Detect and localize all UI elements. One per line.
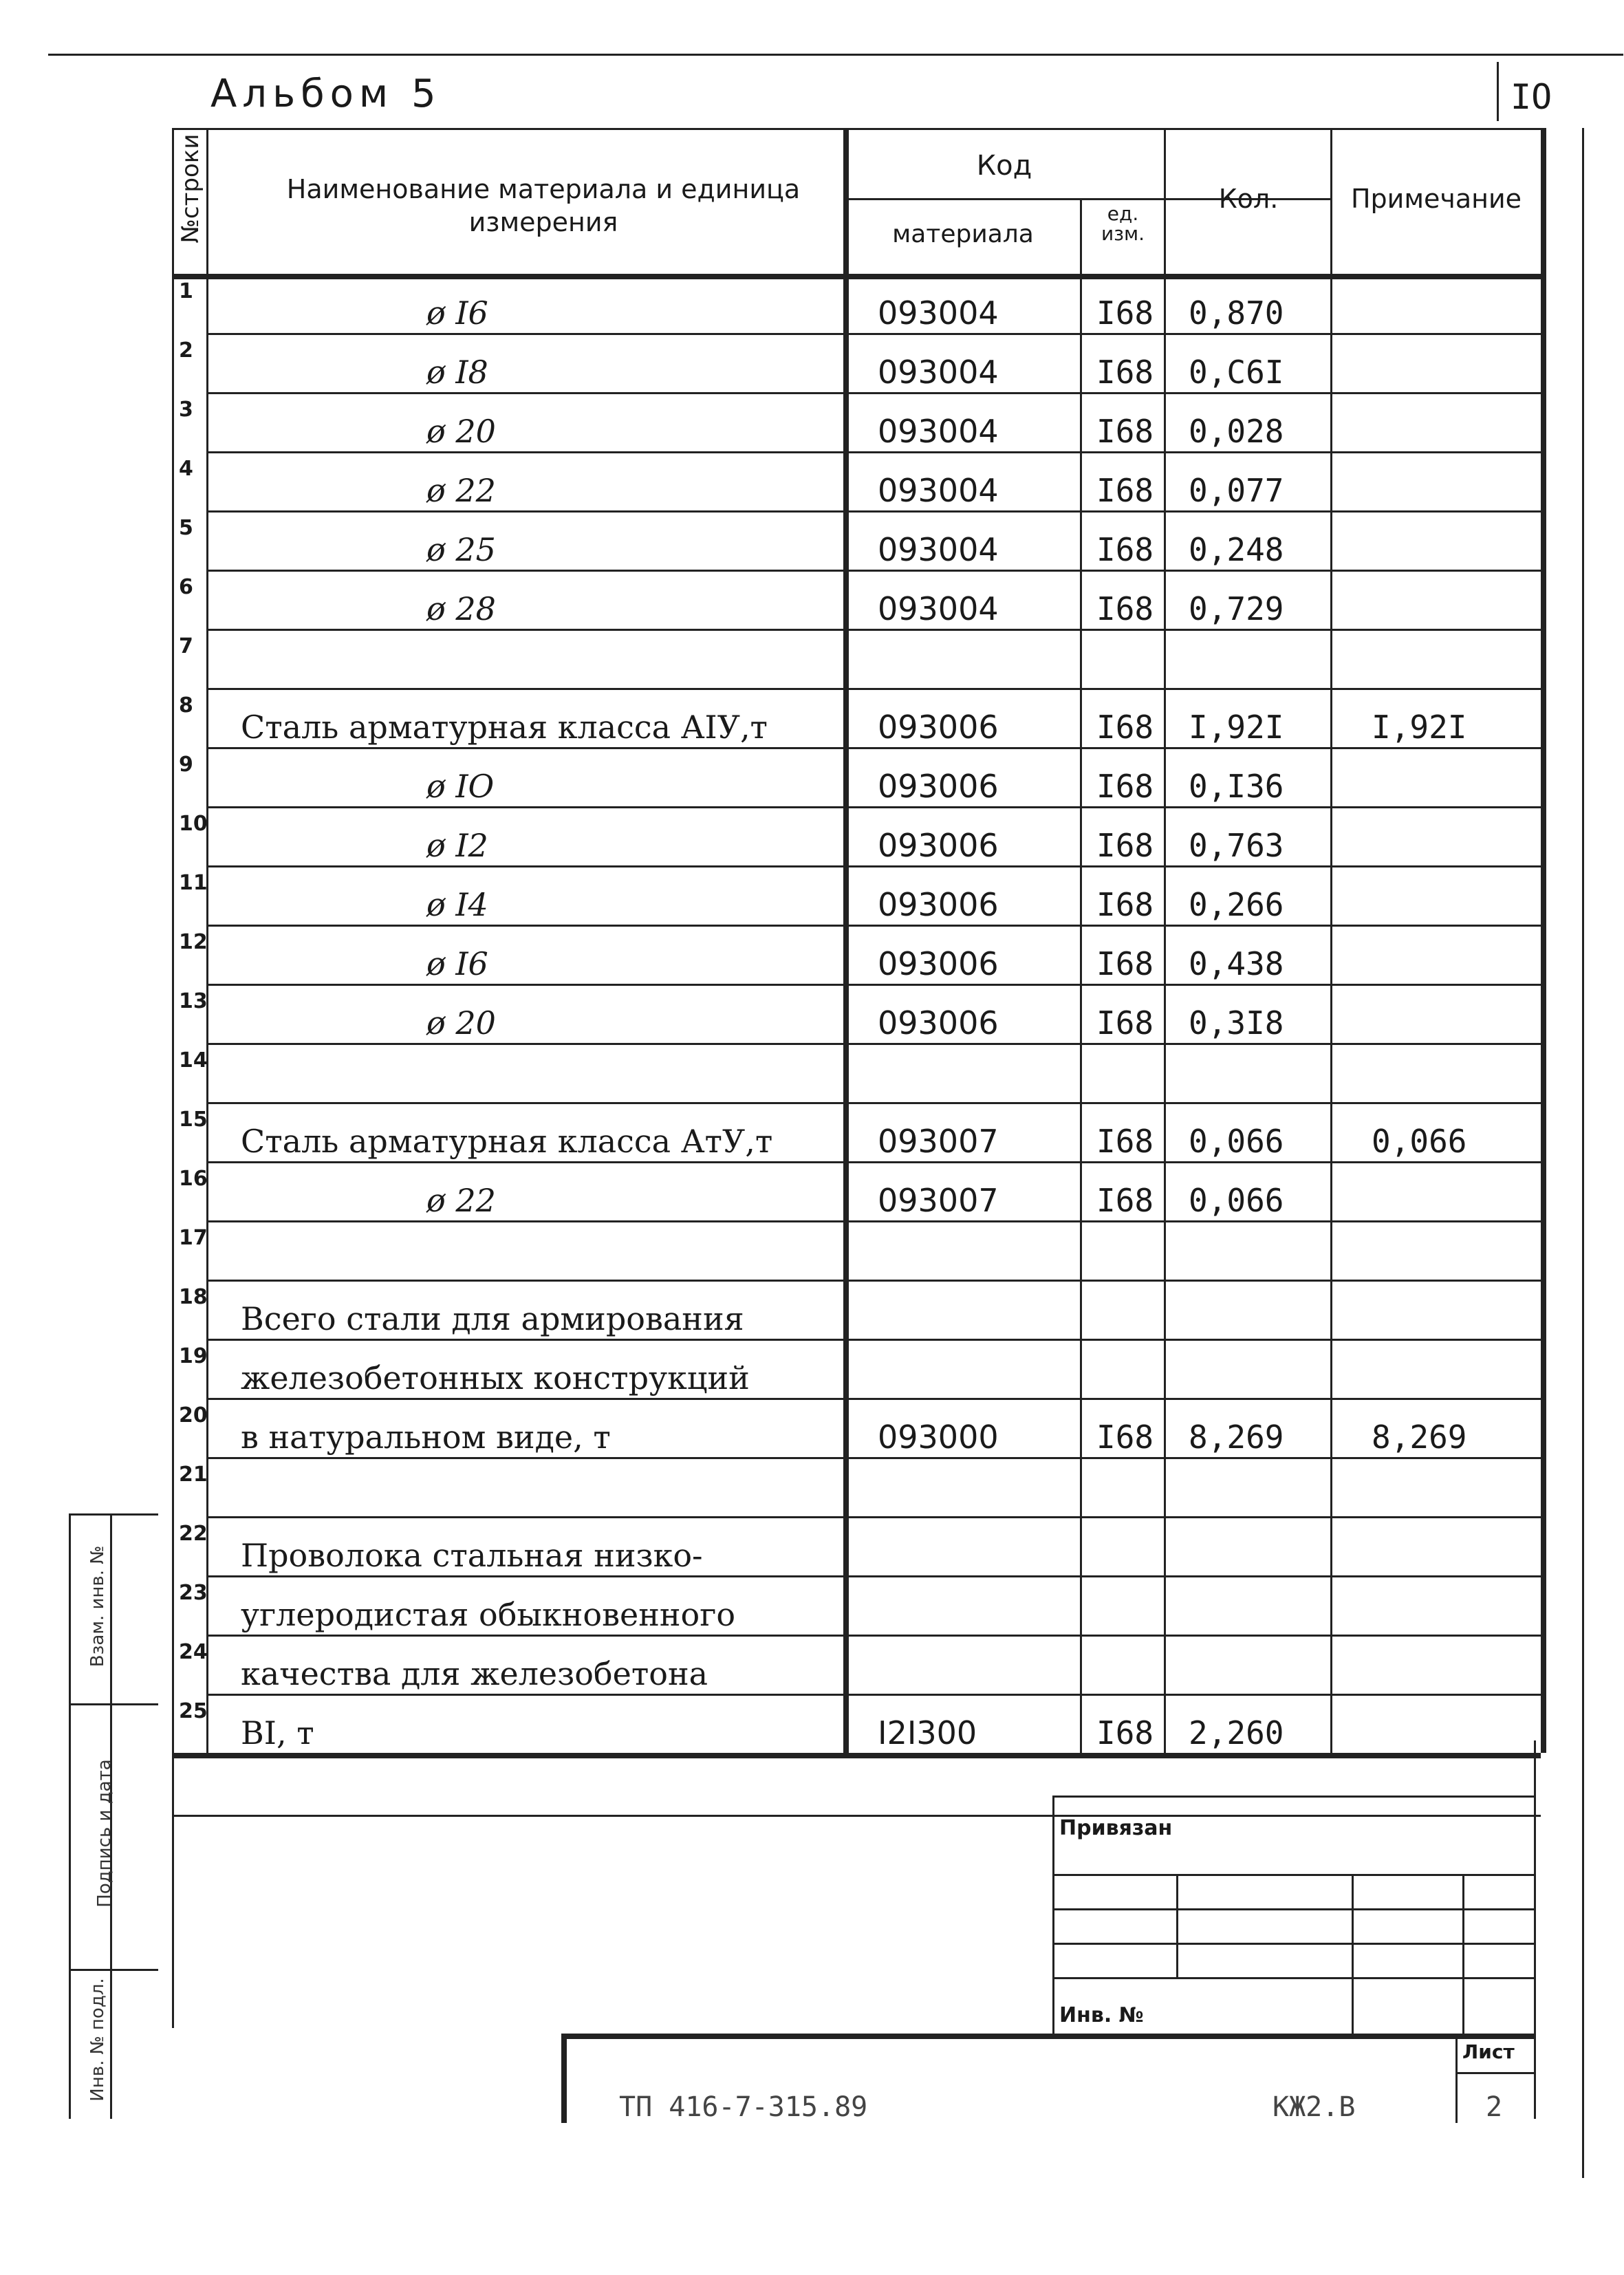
row-unit-code: I68 (1096, 886, 1154, 923)
row-quantity: 0,077 (1189, 472, 1284, 509)
row-rule (206, 1516, 1541, 1518)
row-number: 20 (179, 1403, 208, 1427)
row-rule (206, 570, 1541, 572)
row-material-code: 093007 (878, 1182, 999, 1219)
row-name: ø 25 (426, 531, 496, 568)
header-name: Наименование материала и единица измерения (286, 174, 801, 237)
row-number: 13 (179, 989, 208, 1013)
row-name: ø 22 (426, 472, 496, 509)
row-unit-code: I68 (1096, 413, 1154, 450)
row-quantity: 0,248 (1189, 531, 1284, 568)
left-margin-line (69, 1513, 71, 2119)
row-number: 16 (179, 1167, 208, 1191)
row-name: Всего стали для армирования (241, 1300, 744, 1337)
row-name: ø I4 (426, 886, 488, 923)
row-name: ø I8 (426, 354, 488, 391)
header-code: Код (976, 150, 1032, 182)
row-number: 22 (179, 1522, 208, 1546)
row-rule (206, 451, 1541, 453)
sheet-value: 2 (1486, 2091, 1503, 2123)
row-material-code: 093004 (878, 531, 999, 568)
row-number: 24 (179, 1640, 208, 1664)
stamp-row-2 (1052, 1908, 1534, 1910)
row-number: 8 (179, 693, 193, 718)
row-number: 6 (179, 575, 193, 599)
row-rule (206, 688, 1541, 690)
row-rule (206, 1043, 1541, 1045)
row-rule (206, 1694, 1541, 1696)
side-label-inv-replace: Взам. инв. № (87, 1545, 108, 1668)
table-bottom-border (172, 1753, 1541, 1758)
row-name: качества для железобетона (241, 1655, 708, 1692)
row-material-code: 093006 (878, 1004, 999, 1042)
row-number: 23 (179, 1581, 208, 1605)
row-material-code: 093006 (878, 886, 999, 923)
row-quantity: 0,729 (1189, 590, 1284, 627)
row-number: 5 (179, 516, 193, 540)
row-rule (206, 333, 1541, 335)
row-name: железобетонных конструкций (241, 1359, 750, 1397)
left-margin-split-1 (69, 1703, 158, 1705)
row-number: 21 (179, 1463, 208, 1487)
sheet-cell-left (1455, 2034, 1458, 2123)
row-name: Сталь арматурная класса АтУ,т (241, 1123, 773, 1160)
row-quantity: 0,266 (1189, 886, 1284, 923)
row-unit-code: I68 (1096, 1714, 1154, 1751)
row-rule (206, 925, 1541, 927)
row-material-code: 093004 (878, 413, 999, 450)
row-quantity: 8,269 (1189, 1419, 1284, 1456)
row-rule (206, 1635, 1541, 1637)
stamp-col-1 (1176, 1874, 1178, 1977)
row-name: ø I6 (426, 945, 488, 982)
row-material-code: 093004 (878, 590, 999, 627)
row-material-code: 093006 (878, 709, 999, 746)
album-title: Альбом 5 (210, 72, 442, 116)
header-bottom-border (172, 274, 1541, 279)
title-block-top (561, 2034, 1534, 2039)
row-unit-code: I68 (1096, 945, 1154, 982)
row-rule (206, 510, 1541, 513)
row-quantity: 0,I36 (1189, 768, 1284, 805)
stamp-top (1052, 1796, 1534, 1798)
row-rule (206, 629, 1541, 631)
left-margin-split-2 (69, 1969, 158, 1971)
qty-col-line (1330, 128, 1332, 1753)
row-number: 4 (179, 457, 193, 481)
row-name: в натуральном виде, т (241, 1419, 611, 1456)
row-rule (206, 984, 1541, 986)
unit-col-line (1164, 128, 1166, 1753)
table-footer-rule (172, 1815, 1541, 1817)
header-code-unit: ед. изм. (1101, 202, 1145, 246)
stamp-col-3 (1462, 1874, 1464, 2036)
row-name: ø 22 (426, 1182, 496, 1219)
stamp-row-4 (1052, 1977, 1534, 1979)
row-name: ø I2 (426, 827, 488, 864)
row-name: ø I6 (426, 294, 488, 332)
left-margin-top (69, 1513, 158, 1516)
row-name: BI, т (241, 1714, 314, 1751)
row-name: ø 20 (426, 413, 496, 450)
row-number: 18 (179, 1285, 208, 1309)
row-number: 11 (179, 871, 208, 895)
row-unit-code: I68 (1096, 768, 1154, 805)
name-col-line (843, 128, 849, 1753)
row-name: Сталь арматурная класса АIУ,т (241, 709, 768, 746)
row-quantity: 0,763 (1189, 827, 1284, 864)
row-quantity: 0,870 (1189, 294, 1284, 332)
row-rule (206, 1161, 1541, 1163)
row-number: 17 (179, 1226, 208, 1250)
row-number: 14 (179, 1048, 208, 1072)
row-unit-code: I68 (1096, 590, 1154, 627)
row-quantity: 0,C6I (1189, 354, 1284, 391)
row-rule (206, 1575, 1541, 1577)
row-quantity: 0,438 (1189, 945, 1284, 982)
row-number: 1 (179, 279, 193, 303)
stamp-row-1 (1052, 1874, 1534, 1876)
stamp-right (1534, 1740, 1536, 2119)
row-name: ø IO (426, 768, 495, 805)
row-rule (206, 1280, 1541, 1282)
side-label-inv-orig: Инв. № подл. (87, 1978, 108, 2102)
row-number: 3 (179, 398, 193, 422)
row-material-code: 093006 (878, 768, 999, 805)
row-unit-code: I68 (1096, 1004, 1154, 1042)
row-rule (206, 865, 1541, 867)
row-number: 15 (179, 1108, 208, 1132)
row-unit-code: I68 (1096, 531, 1154, 568)
stamp-col-2 (1352, 1874, 1354, 2036)
row-number: 12 (179, 930, 208, 954)
row-number: 10 (179, 812, 208, 836)
row-material-code: 093004 (878, 294, 999, 332)
sheet-number-divider (1497, 62, 1499, 121)
title-block-left (561, 2034, 567, 2123)
row-quantity: I,92I (1189, 709, 1284, 746)
row-unit-code: I68 (1096, 709, 1154, 746)
row-rule (206, 1398, 1541, 1400)
doc-code: КЖ2.В (1273, 2091, 1356, 2123)
row-unit-code: I68 (1096, 354, 1154, 391)
row-name: ø 28 (426, 590, 496, 627)
row-number: 2 (179, 338, 193, 363)
row-rule (206, 1457, 1541, 1459)
table-left-border (172, 128, 174, 2028)
sheet-number: IO (1511, 77, 1552, 117)
row-quantity: 0,3I8 (1189, 1004, 1284, 1042)
row-quantity: 0,028 (1189, 413, 1284, 450)
header-row-number: №строки (177, 133, 204, 244)
row-note: I,92I (1372, 709, 1467, 746)
row-quantity: 0,066 (1189, 1182, 1284, 1219)
row-rule (206, 806, 1541, 808)
row-number: 25 (179, 1699, 208, 1723)
sheet-label: Лист (1462, 2040, 1515, 2063)
row-note: 8,269 (1372, 1419, 1467, 1456)
header-quantity: Кол. (1218, 184, 1279, 214)
header-note: Примечание (1350, 184, 1522, 214)
table-top-border (172, 128, 1541, 130)
header-code-material: материала (892, 220, 1034, 248)
side-label-sign-date: Подпись и дата (94, 1759, 115, 1908)
row-name: Проволока стальная низко- (241, 1537, 703, 1574)
row-unit-code: I68 (1096, 827, 1154, 864)
sheet-cell-split (1455, 2072, 1534, 2074)
row-number: 9 (179, 753, 193, 777)
top-rule (48, 54, 1623, 56)
row-unit-code: I68 (1096, 1123, 1154, 1160)
row-material-code: 093007 (878, 1123, 999, 1160)
table-right-border (1541, 128, 1546, 1753)
row-material-code: 093004 (878, 354, 999, 391)
row-unit-code: I68 (1096, 472, 1154, 509)
stamp-bound-label: Привязан (1059, 1816, 1173, 1840)
row-quantity: 2,260 (1189, 1714, 1284, 1751)
row-rule (206, 1102, 1541, 1104)
row-name: ø 20 (426, 1004, 496, 1042)
row-material-code: I2I300 (878, 1714, 977, 1751)
row-name: углеродистая обыкновенного (241, 1596, 736, 1633)
row-material-code: 093004 (878, 472, 999, 509)
project-code: ТП 416-7-315.89 (619, 2091, 868, 2123)
row-unit-code: I68 (1096, 1182, 1154, 1219)
row-unit-code: I68 (1096, 1419, 1154, 1456)
row-number: 7 (179, 634, 193, 658)
row-rule (206, 392, 1541, 394)
row-material-code: 093006 (878, 827, 999, 864)
row-unit-code: I68 (1096, 294, 1154, 332)
row-rule (206, 1339, 1541, 1341)
stamp-left (1052, 1796, 1054, 2036)
row-material-code: 093000 (878, 1419, 999, 1456)
row-rule (206, 747, 1541, 749)
row-material-code: 093006 (878, 945, 999, 982)
page-right-border (1582, 128, 1584, 2178)
stamp-row-3 (1052, 1943, 1534, 1945)
row-note: 0,066 (1372, 1123, 1467, 1160)
material-col-line (1080, 198, 1082, 1753)
row-rule (206, 1220, 1541, 1222)
row-quantity: 0,066 (1189, 1123, 1284, 1160)
stamp-inv-label: Инв. № (1059, 2003, 1144, 2027)
row-number: 19 (179, 1344, 208, 1368)
